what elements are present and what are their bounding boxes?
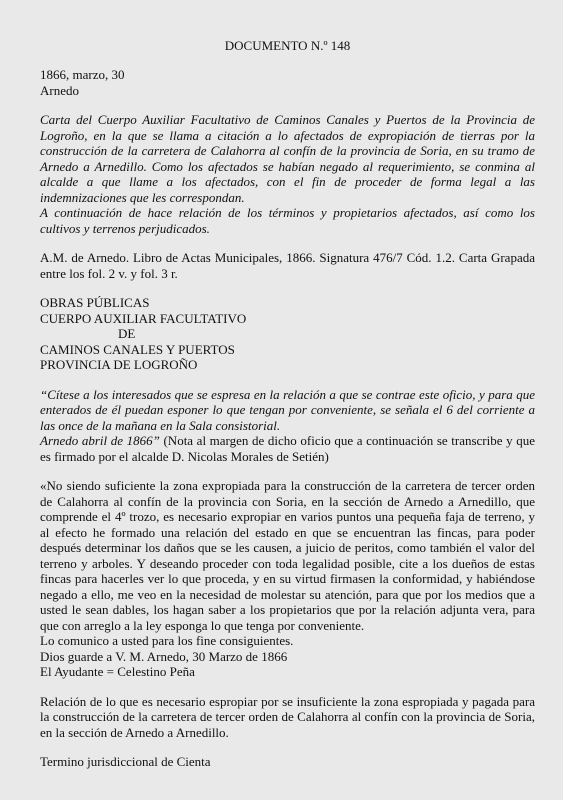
source-reference: A.M. de Arnedo. Libro de Actas Municipales, 1866. Signatura 476/7 Cód. 1.2. Carta Grapada entre los fol. 2 v. y fol. 3 r. [40,250,535,281]
letter-header [40,295,535,373]
letter-body: «No siendo suficiente la zona expropiada para la construcción de la carretera de tercer orden de Calahorra al confín de la provincia con Soria, en la sección de Arnedo a Arnedillo, que comprende el 4º trozo, es necesario expropiar en varios puntos una pequeña faja de terreno, y al efecto he formado una relación del estado en que se encuentran las fincas, para poder después determinar los daños que se les causen, a juicio de peritos, como también el valor del terreno y arboles. Y deseando proceder con toda legalidad posible, cite a los dueños de estas fincas para hacerles ver lo que proceda, y en su virtud firmasen la conformidad, y habiéndose negado a ello, me veo en la necesidad de molestar su atención, para que por los medios que a usted le sean dables, los hagan saber a los propietarios que por la relación adjunta vera, para que con arreglo a la ley esponga lo que tenga por conveniente. [40,478,535,633]
document-title: DOCUMENTO N.º 148 [224,38,351,53]
last-line: Termino jurisdiccional de Cienta [40,754,211,769]
header-line: PROVINCIA DE LOGROÑO [40,357,198,372]
header-line: CAMINOS CANALES Y PUERTOS [40,341,235,357]
header-line: DE [118,326,136,341]
document-date: 1866, marzo, 30 [40,67,125,82]
document-place: Arnedo [40,82,79,98]
closing-line: Dios guarde a V. M. Arnedo, 30 Marzo de 1866 [40,648,288,664]
margin-note-quote: “Cítese a los interesados que se espresa en la relación a que se contrae este oficio, y para que enterados de él puedan esponer lo que tengan por conveniente, se señala el 6 del corriente a las once de la mañana en la Sala consistorial. [40,386,535,433]
margin-note-date: Arnedo abril de 1866” [40,433,160,448]
summary-paragraph-2: A continuación de hace relación de los términos y propietarios afectados, así como los cultivos y terrenos perjudicados. [40,205,535,236]
margin-note [40,387,535,465]
relation-paragraph: Relación de lo que es necesario espropiar por se insuficiente la zona espropiada y pagada para la construcción de la carretera de tercer orden de Calahorra al confín con la provincia de Soria, en la sección de Arnedo a Arnedillo. [40,693,535,740]
closing-line: Lo comunico a usted para los fine consiguientes. [40,633,294,648]
header-line: OBRAS PÚBLICAS [40,295,150,310]
margin-note-explanation: (Nota al margen de dicho oficio que a continuación se transcribe y que es firmado por el alcalde D. Nicolas Morales de Setién) [40,433,535,464]
header-line: CUERPO AUXILIAR FACULTATIVO [40,310,247,326]
signature-line: El Ayudante = Celestino Peña [40,664,195,679]
summary-paragraph: Carta del Cuerpo Auxiliar Facultativo de Caminos Canales y Puertos de la Provincia de Logroño, en la que se llama a citación a lo afectados de expropiación de tierras por la construcción de la carretera de Calahorra al confín de la provincia de Soria, en su tramo de Arnedo a Arnedillo. Como los afectados se habían negado al requerimiento, se conmina al alcalde a que llame a los afectados, con el fin de proceder de forma legal a las indemnizaciones que les correspondan. [40,112,535,205]
